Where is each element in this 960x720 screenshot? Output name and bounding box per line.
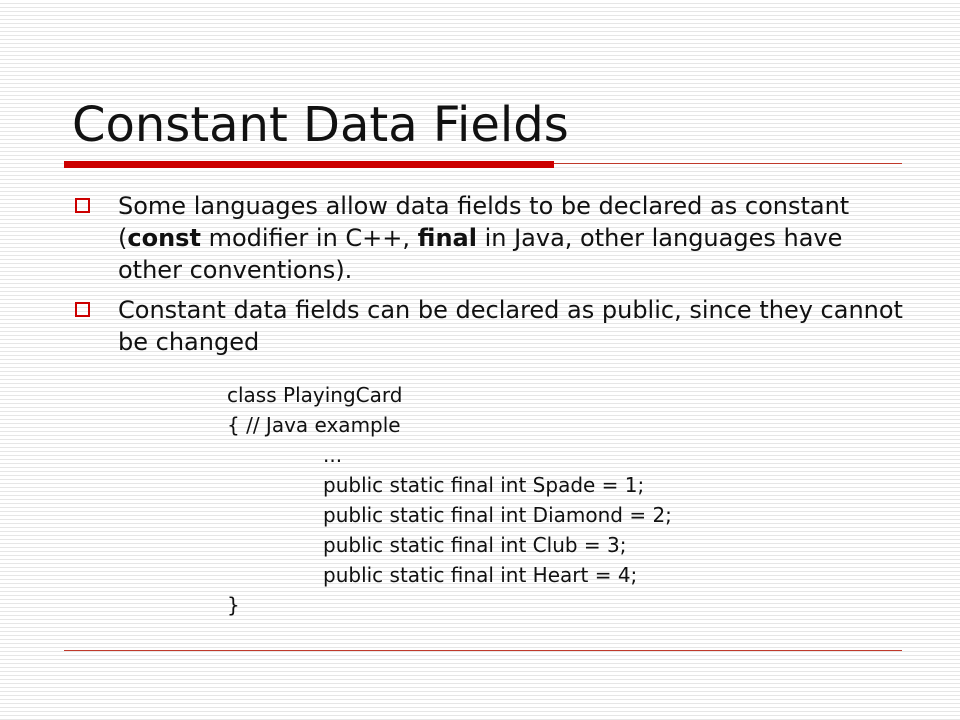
code-line: { // Java example [227,413,401,437]
code-line: public static final int Heart = 4; [323,563,638,587]
bullet-list [72,190,908,366]
code-line: ... [323,443,343,467]
hollow-square-bullet-icon [75,198,90,213]
code-line: public static final int Diamond = 2; [323,503,672,527]
code-line: } [227,593,240,617]
code-line: class PlayingCard [227,383,403,407]
title-divider-accent [64,161,554,168]
bullet-item [72,190,908,286]
bullet-text-1 [118,192,849,284]
bullet-text-segment: in Java, other languages have other conventions). [118,224,843,284]
keyword-const: const [127,224,201,252]
bullet-text-segment: Constant data fields can be declared as public, since they cannot be changed [118,296,903,356]
bullet-item [72,294,908,358]
keyword-final: final [417,224,477,252]
bottom-divider [64,650,902,651]
slide-title: Constant Data Fields [72,97,569,153]
bullet-text-segment: modifier in C++, [200,224,418,252]
bullet-text-2 [118,296,903,356]
code-example [227,380,672,620]
hollow-square-bullet-icon [75,302,90,317]
code-line: public static final int Club = 3; [323,533,627,557]
bullet-text-segment: Some languages allow data fields to be declared as constant ( [118,192,850,252]
code-line: public static final int Spade = 1; [323,473,645,497]
